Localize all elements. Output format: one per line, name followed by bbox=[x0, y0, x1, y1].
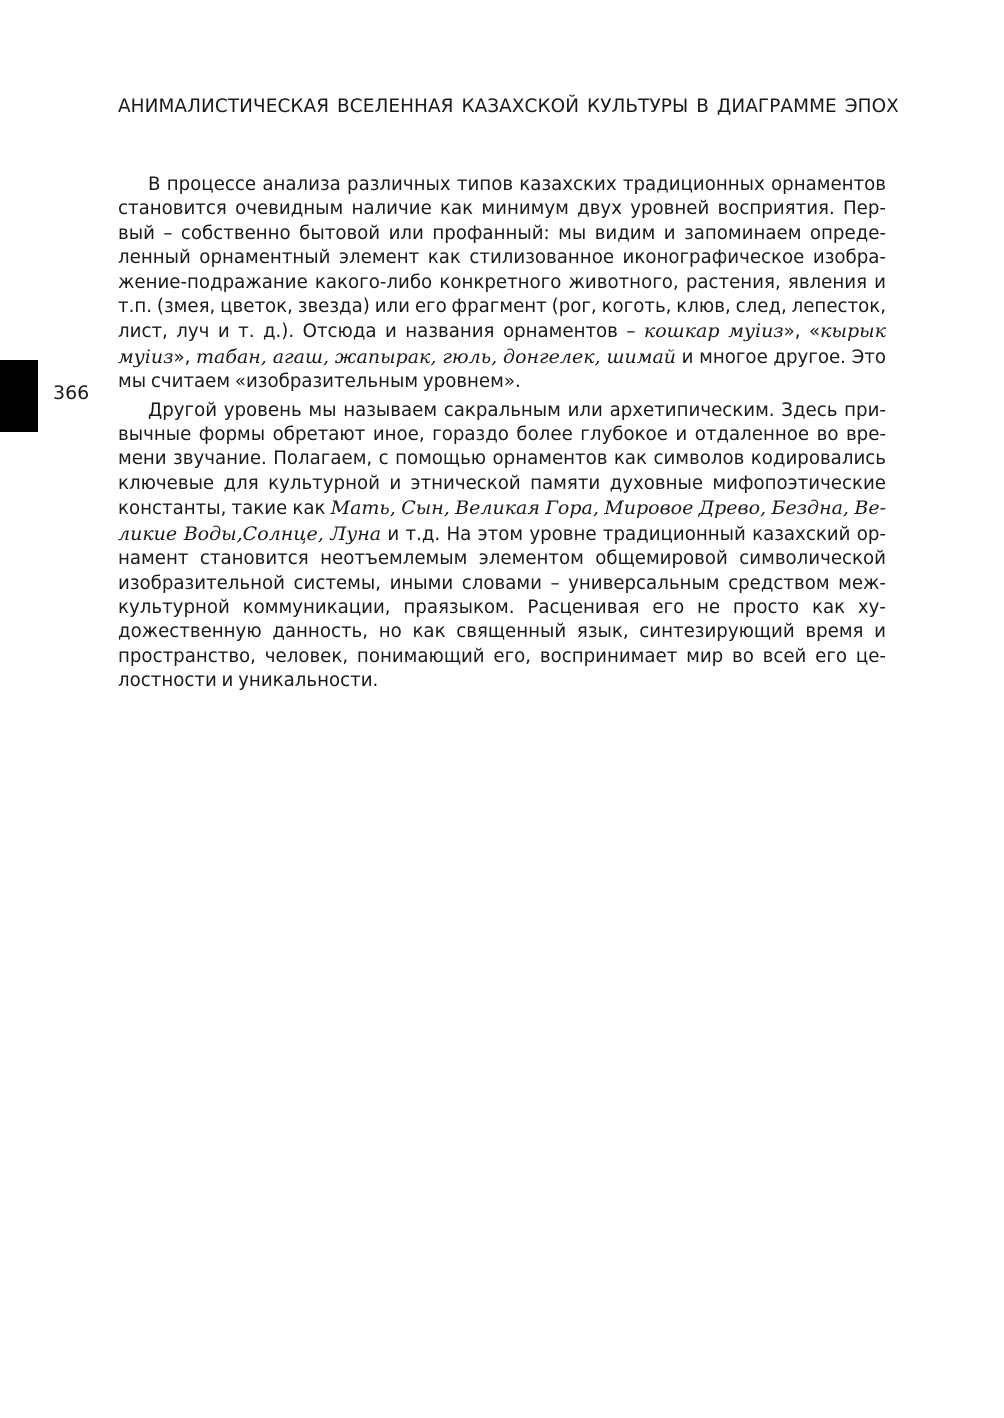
text-segment: и многое другое. Это мы считаем «изобразительным уровнем». bbox=[118, 346, 886, 393]
text-segment: и т.д. На этом уровне традиционный казахский орнамент становится неотъемлемым элементом общемировой символической изобразительной системы, иными словами – универсальным средством межкультурной коммуникации, праязыком. Расценивая его не просто как художественную данность, но как священный язык, синтезирующий время и пространство, человек, понимающий его, воспринимает мир во всей его целостности и уникальности. bbox=[118, 523, 886, 692]
page-number: 366 bbox=[53, 382, 90, 404]
page-edge-tab bbox=[0, 360, 38, 432]
body-text bbox=[118, 173, 886, 694]
paragraph-1 bbox=[118, 173, 886, 395]
text-segment: », « bbox=[783, 321, 821, 343]
text-segment: », bbox=[173, 346, 196, 368]
text-segment: Другой уровень мы называем сакральным или архетипическим. Здесь привычные формы обретают иное, гораздо более глубокое и отдаленное во времени звучание. Полагаем, с помощью орнаментов как символов кодировались ключевые для культурной и этнической памяти духовные мифопоэтические константы, такие как bbox=[118, 399, 886, 520]
italic-term: кошкар муiиз bbox=[643, 320, 784, 343]
running-header-title: АНИМАЛИСТИЧЕСКАЯ ВСЕЛЕННАЯ КАЗАХСКОЙ КУЛЬТУРЫ В ДИАГРАММЕ ЭПОХ bbox=[118, 96, 899, 117]
paragraph-2 bbox=[118, 399, 886, 694]
italic-term: кырык муiиз bbox=[118, 320, 886, 368]
italic-term: табан, агаш, жапырак, гюль, донгелек, шимай bbox=[196, 345, 677, 368]
text-segment: В процессе анализа различных типов казахских традиционных орнаментов становится очевидным наличие как минимум двух уровней восприятия. Первый – собственно бытовой или профанный: мы видим и запоминаем определенный орнаментный элемент как стилизованное иконографическое изображение-подражание какого-либо конкретного животного, растения, явления и т.п. (змея, цветок, звезда) или его фрагмент (рог, коготь, клюв, след, лепесток, лист, луч и т. д.). Отсюда и названия орнаментов – bbox=[118, 174, 886, 343]
italic-term: Мать, Сын, Великая Гора, Мировое Древо, Бездна, Великие Воды,Солнце, Луна bbox=[118, 497, 886, 545]
